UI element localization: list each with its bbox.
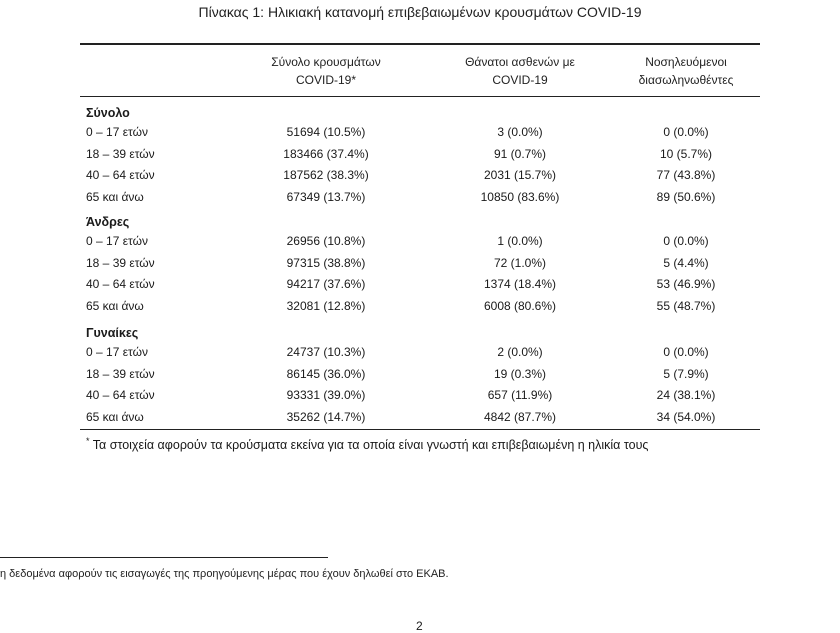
header-total-cases-line2: COVID-19* [295,73,357,87]
group-label: Σύνολο [86,106,130,120]
header-deaths-line2: COVID-19 [492,73,548,87]
table-row [80,122,760,144]
table-bottom-rule [80,429,760,430]
age-cell: 18 – 39 ετών [86,255,155,270]
footnote-text: η δεδομένα αφορούν τις εισαγωγές της προηγούμενης μέρας που έχουν δηλωθεί στο ΕΚΑΒ. [0,568,449,580]
age-cell: 40 – 64 ετών [86,388,155,402]
intubated-cell: 24 (38.1%) [656,388,716,402]
table-row [80,385,760,407]
table-row [80,364,760,386]
cases-cell: 24737 (10.3%) [286,345,366,359]
age-cell: 65 και άνω [86,298,144,313]
age-cell: 40 – 64 ετών [86,277,155,291]
header-intubated-line1: Νοσηλευόμενοι [645,55,727,69]
cases-cell: 97315 (38.8%) [286,255,366,270]
table-row [80,296,760,318]
intubated-cell: 0 (0.0%) [663,345,709,359]
table-note [86,436,648,452]
header-total-cases [256,53,396,89]
header-bottom-rule [80,96,760,97]
deaths-cell: 10850 (83.6%) [480,189,560,204]
header-deaths [445,53,595,89]
cases-cell: 35262 (14.7%) [286,409,366,424]
intubated-cell: 5 (7.9%) [663,366,709,381]
table-row [80,342,760,364]
intubated-cell: 10 (5.7%) [659,146,713,161]
cases-cell: 51694 (10.5%) [286,125,366,139]
deaths-cell: 4842 (87.7%) [483,409,557,424]
deaths-cell: 19 (0.3%) [493,366,547,381]
cases-cell: 86145 (36.0%) [286,366,366,381]
table-row [80,407,760,429]
page-number: 2 [416,619,423,633]
intubated-cell: 53 (46.9%) [656,277,716,291]
cases-cell: 32081 (12.8%) [286,298,366,313]
table-row [80,274,760,296]
deaths-cell: 2031 (15.7%) [483,168,557,182]
age-cell: 18 – 39 ετών [86,146,155,161]
deaths-cell: 72 (1.0%) [493,255,547,270]
age-cell: 40 – 64 ετών [86,168,155,182]
intubated-cell: 0 (0.0%) [663,125,709,139]
intubated-cell: 5 (4.4%) [663,255,709,270]
header-deaths-line1: Θάνατοι ασθενών με [465,55,575,69]
table-top-rule [80,43,760,45]
table-row [80,187,760,209]
intubated-cell: 0 (0.0%) [663,234,709,248]
intubated-cell: 34 (54.0%) [656,409,716,424]
deaths-cell: 1 (0.0%) [497,234,543,248]
age-cell: 65 και άνω [86,409,144,424]
table-row [80,165,760,187]
cases-cell: 93331 (39.0%) [286,388,366,402]
deaths-cell: 1374 (18.4%) [483,277,557,291]
footnote-rule [0,557,328,558]
intubated-cell: 89 (50.6%) [656,189,716,204]
header-total-cases-line1: Σύνολο κρουσμάτων [271,55,381,69]
deaths-cell: 2 (0.0%) [497,345,543,359]
age-cell: 0 – 17 ετών [86,234,148,248]
age-cell: 65 και άνω [86,189,144,204]
intubated-cell: 77 (43.8%) [656,168,716,182]
header-intubated [616,53,756,89]
cases-cell: 26956 (10.8%) [286,234,366,248]
cases-cell: 94217 (37.6%) [286,277,366,291]
age-cell: 0 – 17 ετών [86,345,148,359]
intubated-cell: 55 (48.7%) [656,298,716,313]
deaths-cell: 6008 (80.6%) [483,298,557,313]
age-cell: 0 – 17 ετών [86,125,148,139]
header-intubated-line2: διασωληνωθέντες [638,73,734,87]
cases-cell: 67349 (13.7%) [286,189,366,204]
deaths-cell: 91 (0.7%) [493,146,547,161]
table-title: Πίνακας 1: Ηλικιακή κατανομή επιβεβαιωμένων κρουσμάτων COVID-19 [198,4,642,20]
age-cell: 18 – 39 ετών [86,366,155,381]
table-row [80,144,760,166]
note-asterisk: * [86,436,90,446]
cases-cell: 183466 (37.4%) [283,146,369,161]
cases-cell: 187562 (38.3%) [283,168,369,182]
deaths-cell: 3 (0.0%) [497,125,543,139]
table-row [80,253,760,275]
table-row [80,231,760,253]
deaths-cell: 657 (11.9%) [487,388,553,402]
group-label: Γυναίκες [86,326,139,340]
note-text: Τα στοιχεία αφορούν τα κρούσματα εκείνα για τα οποία είναι γνωστή και επιβεβαιωμένη η ηλικία τους [92,438,649,453]
group-label: Άνδρες [86,215,130,229]
